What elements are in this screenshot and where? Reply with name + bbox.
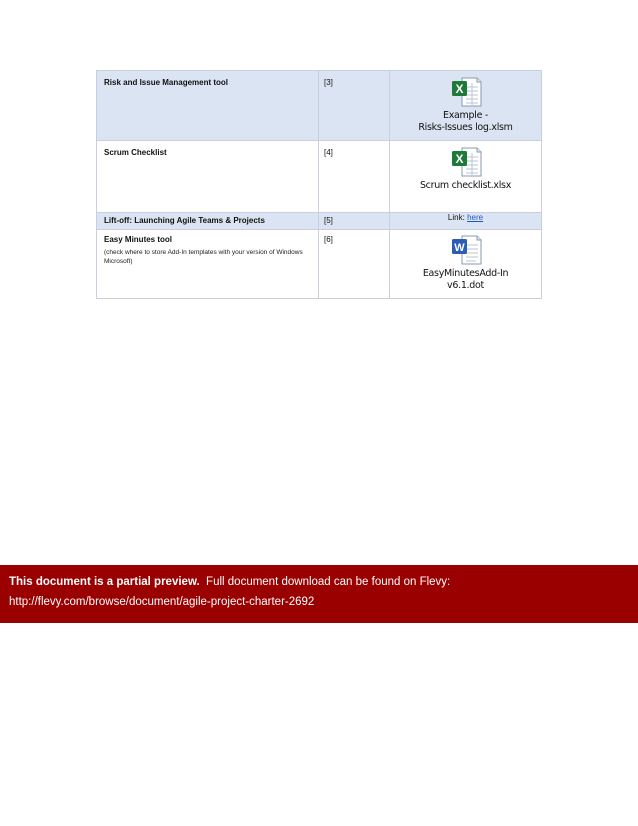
resource-name: Easy Minutes tool (104, 235, 173, 244)
resource-name-cell (97, 230, 319, 299)
file-caption: Scrum checklist.xlsx (419, 180, 512, 191)
table-row (97, 213, 542, 230)
reference-cell (319, 141, 390, 213)
attachment-cell (390, 71, 542, 141)
reference-cell (319, 213, 390, 230)
embedded-file-risks-issues-log[interactable] (390, 71, 541, 134)
table-row (97, 141, 542, 213)
resource-name: Scrum Checklist (104, 148, 167, 157)
resource-name-cell (97, 213, 319, 230)
svg-text:X: X (454, 152, 464, 166)
embedded-file-easyminutes[interactable] (390, 230, 541, 292)
here-link[interactable]: here (467, 213, 484, 222)
reference-cell (319, 71, 390, 141)
file-caption: v6.1.dot (447, 280, 484, 291)
link-label: Link: (447, 213, 465, 222)
attachment-cell (390, 141, 542, 213)
table-row (97, 230, 542, 299)
attachment-cell (390, 230, 542, 299)
file-caption: EasyMinutesAdd-In (422, 268, 509, 279)
embedded-file-scrum-checklist[interactable] (390, 141, 541, 192)
reference-number: [6] (324, 235, 333, 244)
word-file-icon (450, 235, 482, 265)
resource-table (96, 70, 542, 299)
excel-file-icon (450, 77, 482, 107)
reference-cell (319, 230, 390, 299)
banner-message (9, 576, 450, 588)
reference-number: [3] (324, 78, 333, 87)
preview-banner (0, 565, 638, 623)
resource-name: Lift-off: Launching Agile Teams & Projects (104, 216, 265, 225)
file-caption: Risks-Issues log.xlsm (418, 122, 513, 133)
resource-name-cell (97, 71, 319, 141)
reference-number: [4] (324, 148, 333, 157)
banner-text: Full document download can be found on Flevy: (206, 576, 451, 588)
svg-text:W: W (453, 242, 465, 254)
table-row (97, 71, 542, 141)
document-download-link[interactable]: http://flevy.com/browse/document/agile-project-charter-2692 (9, 596, 315, 608)
resource-name: Risk and Issue Management tool (104, 78, 229, 87)
file-caption: Example - (443, 110, 488, 121)
banner-bold-text: This document is a partial preview. (9, 576, 200, 588)
excel-file-icon (450, 147, 482, 177)
resource-note: (check where to store Add-In templates with your version of Windows Microsoft) (104, 249, 303, 265)
reference-number: [5] (324, 216, 333, 225)
link-cell (390, 213, 542, 230)
svg-text:X: X (454, 82, 464, 96)
resource-name-cell (97, 141, 319, 213)
